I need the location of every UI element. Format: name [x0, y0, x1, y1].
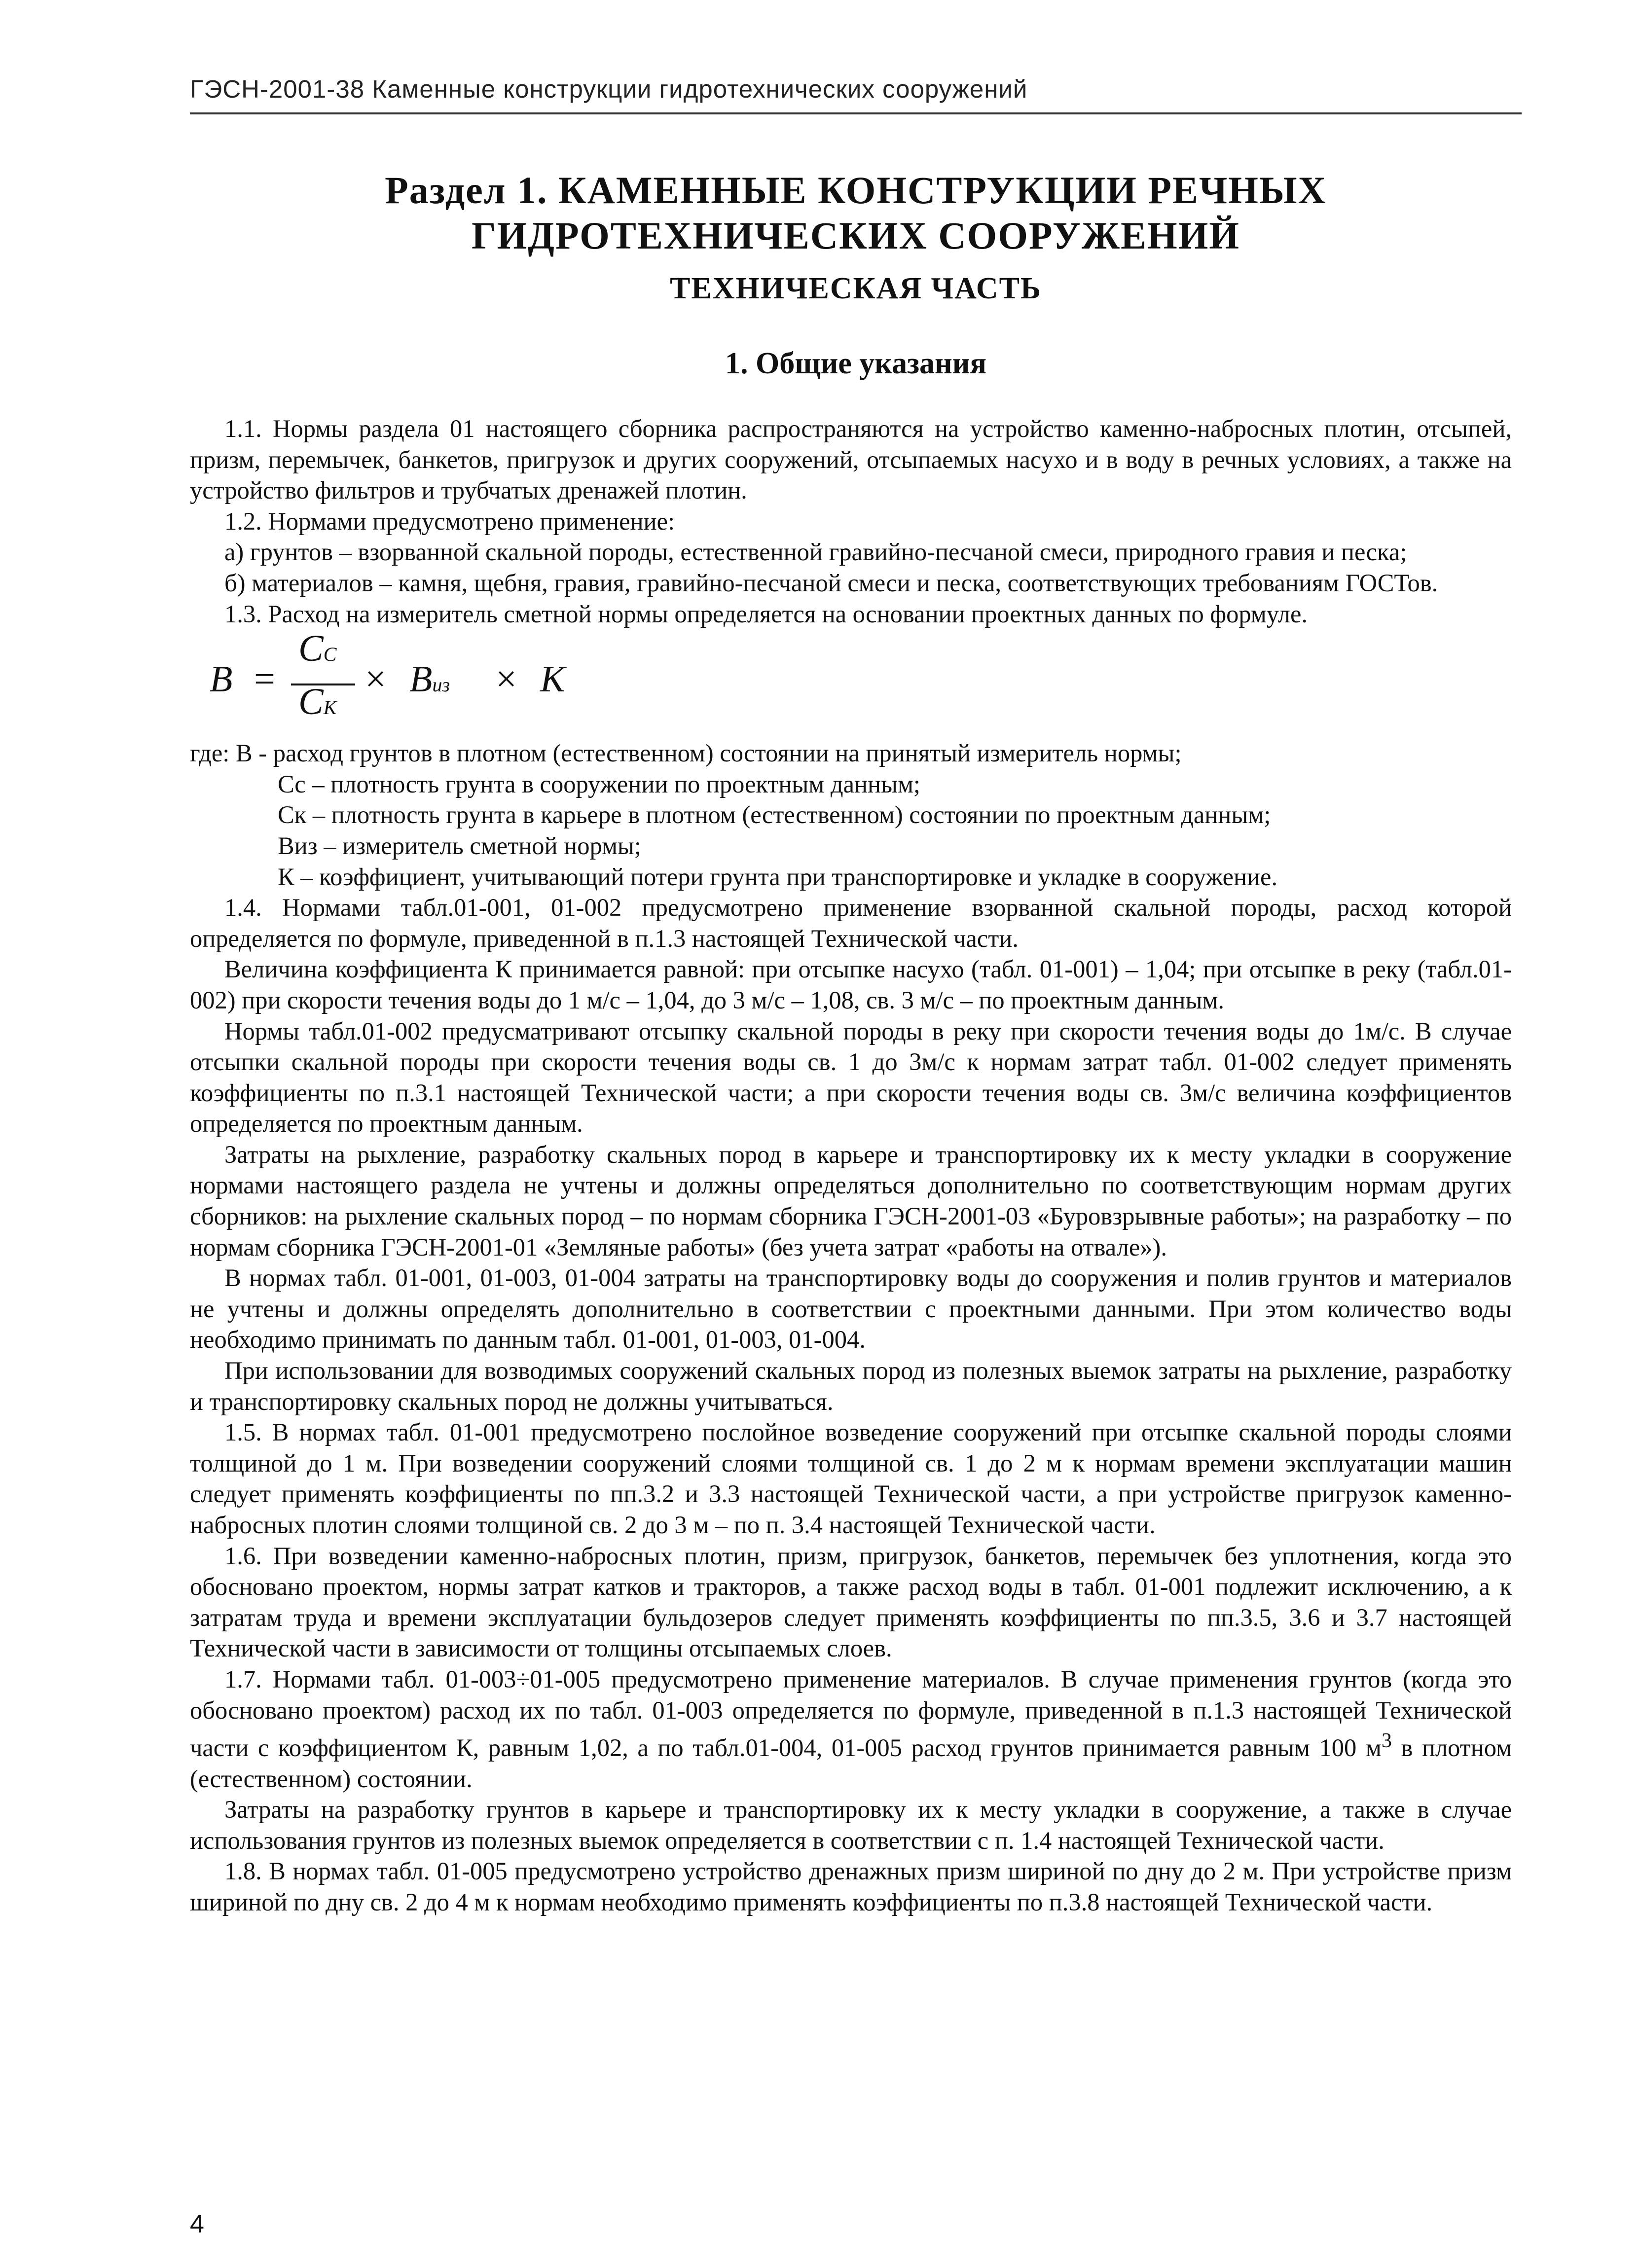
- formula-coefficient: K: [540, 658, 565, 700]
- paragraph-1-3: 1.3. Расход на измеритель сметной нормы определяется на основании проектных данных по формуле.: [224, 600, 1308, 628]
- formula-equals: =: [254, 658, 275, 700]
- paragraph-1-4-costs: Затраты на рыхление, разработку скальных пород в карьере и транспортировку их к месту укладки в сооружение нормами настоящего раздела не учтены и должны определяться дополнительно по соответствующим нормам других сборников: на рыхление скальных пород – по нормам сборника ГЭСН-2001-03 «Буровзрывные работы»; на разработку – по нормам сборника ГЭСН-2001-01 «Земляные работы» (без учета затрат «работы на отвале»).: [190, 1140, 1512, 1261]
- paragraph-1-2: 1.2. Нормами предусмотрено применение:: [224, 507, 675, 535]
- general-instructions-heading: 1. Общие указания: [725, 347, 986, 380]
- paragraph-1-4-water: В нормах табл. 01-001, 01-003, 01-004 затраты на транспортировку воды до сооружения и полив грунтов и материалов не учтены и должны определять дополнительно в соответствии с проектными данными. При этом количество воды необходимо принимать по данным табл. 01-001, 01-003, 01-004.: [190, 1264, 1512, 1354]
- section-title-line-1: Раздел 1. КАМЕННЫЕ КОНСТРУКЦИИ РЕЧНЫХ: [385, 169, 1327, 212]
- legend-lead: где: В - расход грунтов в плотном (естественном) состоянии на принятый измеритель нормы;: [190, 739, 1182, 767]
- legend-item: К – коэффициент, учитывающий потери грунта при транспортировке и укладке в сооружение.: [278, 863, 1278, 891]
- paragraph-1-7: 1.7. Нормами табл. 01-003÷01-005 предусмотрено применение материалов. В случае применения грунтов (когда это обосновано проектом) расход их по табл. 01-003 определяется по формуле, приведенной в п.1.3 настоящей Технической части с коэффициентом К, равным 1,02, а по табл.01-004, 01-005 расход грунтов принимается равным 100 $м^3$ в плотном (естественном) состоянии.: [190, 1665, 1512, 1793]
- legend-item: Виз – измеритель сметной нормы;: [278, 831, 641, 860]
- formula-denominator: CK: [298, 681, 337, 723]
- section-title-line-2: ГИДРОТЕХНИЧЕСКИХ СООРУЖЕНИЙ: [472, 214, 1240, 257]
- legend-item: Сс – плотность грунта в сооружении по проектным данным;: [278, 770, 920, 798]
- paragraph-1-2-b: б) материалов – камня, щебня, гравия, гравийно-песчаной смеси и песка, соответствующих требованиям ГОСТов.: [224, 569, 1438, 597]
- formula-numerator: CC: [298, 628, 337, 670]
- paragraph-1-5: 1.5. В нормах табл. 01-001 предусмотрено послойное возведение сооружений при отсыпке скальной породы слоями толщиной до 1 м. При возведении сооружений слоями толщиной св. 1 до 2 м к нормам времени эксплуатации машин следует применять коэффициенты по пп.3.2 и 3.3 настоящей Технической части, а при устройстве пригрузок каменно-набросных плотин слоями толщиной св. 2 до 3 м – по п. 3.4 настоящей Технической части.: [190, 1418, 1512, 1539]
- paragraph-1-4-excavation: При использовании для возводимых сооружений скальных пород из полезных выемок затраты на рыхление, разработку и транспортировку скальных пород не должны учитываться.: [190, 1357, 1512, 1415]
- paragraph-1-6: 1.6. При возведении каменно-набросных плотин, призм, пригрузок, банкетов, перемычек без уплотнения, когда это обосновано проектом, нормы затрат катков и тракторов, а также расход воды в табл. 01-001 подлежит исключению, а к затратам труда и времени эксплуатации бульдозеров следует применять коэффициенты по пп.3.5, 3.6 и 3.7 настоящей Технической части в зависимости от толщины отсыпаемых слоев.: [190, 1542, 1512, 1662]
- legend-item: Ск – плотность грунта в карьере в плотном (естественном) состоянии по проектным данным;: [278, 801, 1271, 829]
- formula-meter: Bиз: [409, 658, 450, 700]
- paragraph-1-1: 1.1. Нормы раздела 01 настоящего сборника распространяются на устройство каменно-набросных плотин, отсыпей, призм, перемычек, банкетов, пригрузок и других сооружений, отсыпаемых насухо и в воду в речных условиях, а также на устройство фильтров и трубчатых дренажей плотин.: [190, 415, 1512, 504]
- technical-part-heading: ТЕХНИЧЕСКАЯ ЧАСТЬ: [670, 272, 1042, 305]
- paragraph-1-2-a: а) грунтов – взорванной скальной породы, естественной гравийно-песчаной смеси, природного гравия и песка;: [224, 538, 1407, 566]
- document-body: [190, 413, 1512, 1918]
- paragraph-1-4-river: Нормы табл.01-002 предусматривают отсыпку скальной породы в реку при скорости течения воды до 1м/с. В случае отсыпки скальной породы при скорости течения воды св. 1 до 3м/с к нормам затрат табл. 01-002 следует применять коэффициенты по п.3.1 настоящей Технической части; а при скорости течения воды св. 3м/с величина коэффициентов определяется по проектным данным.: [190, 1017, 1512, 1138]
- section-title: [190, 168, 1522, 258]
- paragraph-1-4-coefficient: Величина коэффициента К принимается равной: при отсыпке насухо (табл. 01-001) – 1,04; при отсыпке в реку (табл.01-002) при скорости течения воды до 1 м/с – 1,04, до 3 м/с – 1,08, св. 3 м/с – по проектным данным.: [190, 955, 1512, 1014]
- page-number: 4: [190, 2210, 204, 2238]
- paragraph-1-7-costs: Затраты на разработку грунтов в карьере и транспортировку их к месту укладки в сооружение, а также в случае использования грунтов из полезных выемок определяется в соответствии с п. 1.4 настоящей Технической части.: [190, 1796, 1512, 1854]
- formula-times-2: ×: [496, 658, 517, 700]
- consumption-formula: [190, 628, 1512, 732]
- paragraph-1-4: 1.4. Нормами табл.01-001, 01-002 предусмотрено применение взорванной скальной породы, расход которой определяется по формуле, приведенной в п.1.3 настоящей Технической части.: [190, 894, 1512, 952]
- formula-times-1: ×: [365, 658, 386, 700]
- formula-legend: [190, 738, 1512, 892]
- running-header: ГЭСН-2001-38 Каменные конструкции гидротехнических сооружений: [190, 75, 1028, 103]
- paragraph-1-8: 1.8. В нормах табл. 01-005 предусмотрено устройство дренажных призм шириной по дну до 2 м. При устройстве призм шириной по дну св. 2 до 4 м к нормам необходимо применять коэффициенты по п.3.8 настоящей Технической части.: [190, 1857, 1512, 1916]
- header-divider: [190, 112, 1522, 114]
- formula-lhs: B: [210, 658, 233, 700]
